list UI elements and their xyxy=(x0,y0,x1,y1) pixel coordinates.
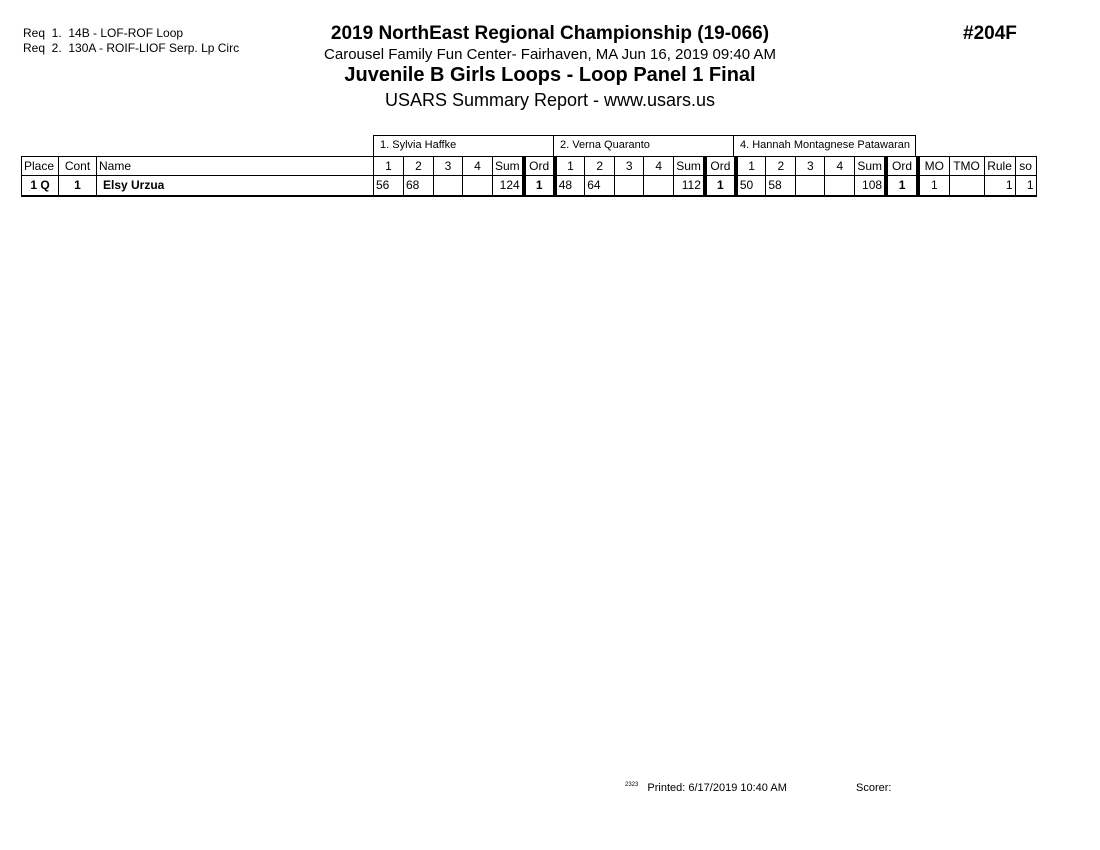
j3-sum: 108 xyxy=(855,176,886,196)
event-number: #204F xyxy=(963,23,1017,44)
j2-score-4 xyxy=(644,176,674,196)
judge-2-header: 2. Verna Quaranto xyxy=(553,135,734,156)
j3-score-3 xyxy=(796,176,825,196)
col-mo: MO xyxy=(918,157,949,176)
event-title: Juvenile B Girls Loops - Loop Panel 1 Final xyxy=(344,64,756,86)
col-place: Place xyxy=(22,157,59,176)
j3-score-2: 58 xyxy=(766,176,796,196)
col-cont: Cont xyxy=(59,157,97,176)
so-cell: 1 xyxy=(1015,176,1036,196)
printed-timestamp xyxy=(625,782,787,794)
j1-score-3 xyxy=(434,176,463,196)
scorer-label: Scorer: xyxy=(856,782,892,794)
col-j2-1: 1 xyxy=(555,157,585,176)
j2-score-3 xyxy=(615,176,644,196)
competition-title: 2019 NorthEast Regional Championship (19-066) xyxy=(330,23,770,44)
mo-cell: 1 xyxy=(918,176,949,196)
col-j1-ord: Ord xyxy=(524,157,555,176)
col-j2-sum: Sum xyxy=(674,157,705,176)
col-j1-4: 4 xyxy=(463,157,493,176)
j3-score-4 xyxy=(825,176,855,196)
judge-1-header: 1. Sylvia Haffke xyxy=(373,135,554,156)
col-j1-sum: Sum xyxy=(493,157,524,176)
col-tmo: TMO xyxy=(949,157,984,176)
col-j1-3: 3 xyxy=(434,157,463,176)
col-j2-4: 4 xyxy=(644,157,674,176)
table-header-row xyxy=(22,157,1037,176)
j1-score-2: 68 xyxy=(404,176,434,196)
report-title: USARS Summary Report - www.usars.us xyxy=(384,90,716,110)
col-j3-3: 3 xyxy=(796,157,825,176)
col-j2-2: 2 xyxy=(585,157,615,176)
report-code: 2323 xyxy=(625,782,639,788)
j1-sum: 124 xyxy=(493,176,524,196)
j3-ordinal: 1 xyxy=(886,176,918,196)
requirement-2: Req 2. 130A - ROIF-LIOF Serp. Lp Circ xyxy=(23,41,240,55)
j1-score-4 xyxy=(463,176,493,196)
col-j3-ord: Ord xyxy=(886,157,918,176)
col-j1-2: 2 xyxy=(404,157,434,176)
col-rule: Rule xyxy=(984,157,1015,176)
table-row xyxy=(22,176,1037,196)
col-j3-sum: Sum xyxy=(855,157,886,176)
col-j3-4: 4 xyxy=(825,157,855,176)
j2-sum: 112 xyxy=(674,176,705,196)
judge-3-header: 4. Hannah Montagnese Patawaran xyxy=(733,135,916,156)
j2-score-1: 48 xyxy=(555,176,585,196)
printed-label: Printed: 6/17/2019 10:40 AM xyxy=(647,782,787,794)
j2-ordinal: 1 xyxy=(705,176,736,196)
j1-ordinal: 1 xyxy=(524,176,555,196)
j1-score-1: 56 xyxy=(374,176,404,196)
col-j2-3: 3 xyxy=(615,157,644,176)
col-j3-2: 2 xyxy=(766,157,796,176)
col-name: Name xyxy=(97,157,374,176)
tmo-cell xyxy=(949,176,984,196)
col-j2-ord: Ord xyxy=(705,157,736,176)
requirement-1: Req 1. 14B - LOF-ROF Loop xyxy=(23,26,184,40)
col-j1-1: 1 xyxy=(374,157,404,176)
venue-and-date: Carousel Family Fun Center- Fairhaven, MA Jun 16, 2019 09:40 AM xyxy=(324,46,776,63)
skater-name: Elsy Urzua xyxy=(97,176,374,196)
scores-table xyxy=(21,156,1037,197)
cont-cell: 1 xyxy=(59,176,97,196)
place-cell: 1 Q xyxy=(22,176,59,196)
col-so: so xyxy=(1015,157,1036,176)
col-j3-1: 1 xyxy=(736,157,766,176)
rule-cell: 1 xyxy=(984,176,1015,196)
j3-score-1: 50 xyxy=(736,176,766,196)
j2-score-2: 64 xyxy=(585,176,615,196)
